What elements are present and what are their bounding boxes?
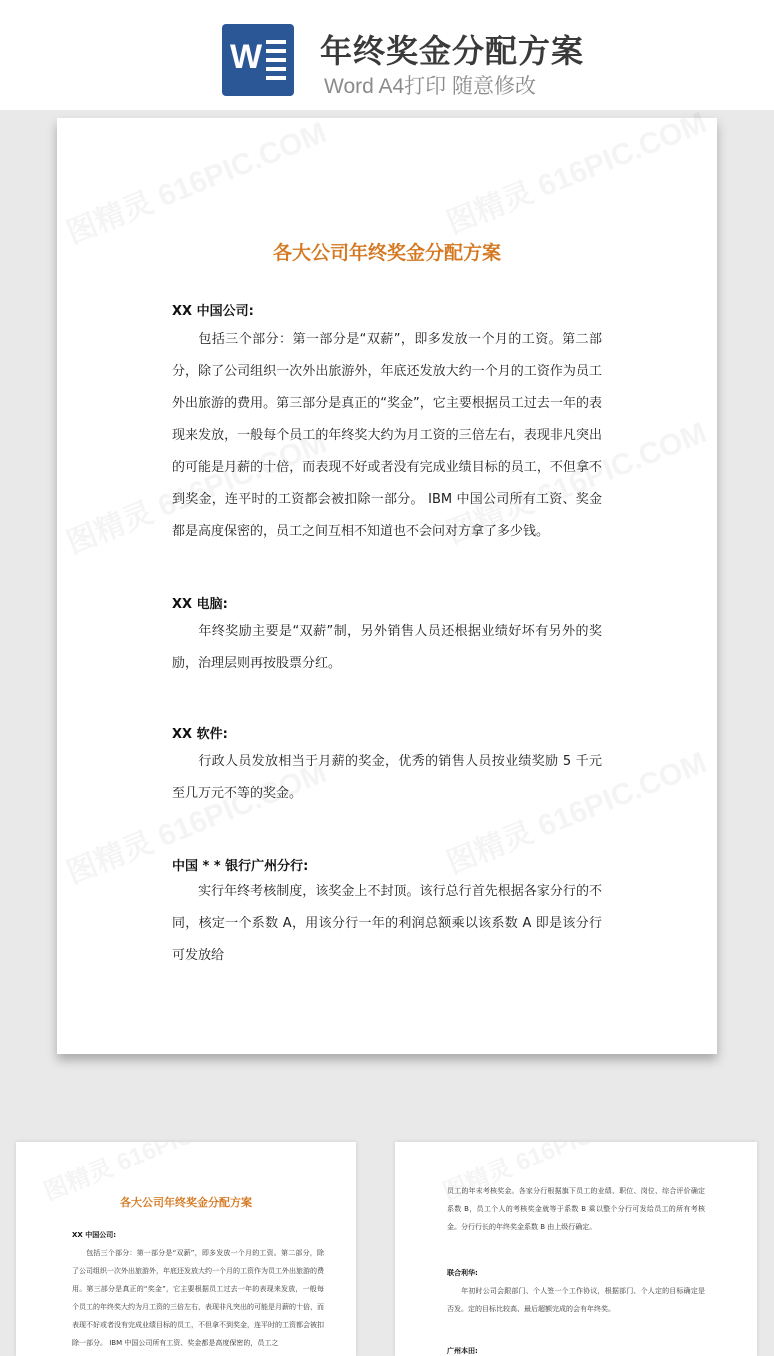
section-heading: XX 电脑: xyxy=(172,597,228,612)
section-paragraph xyxy=(172,616,602,680)
watermark xyxy=(439,98,712,242)
watermark xyxy=(59,108,332,252)
section-paragraph xyxy=(172,324,602,548)
thumbnail-heading: XX 中国公司: xyxy=(72,1231,117,1239)
thumbnail-text: 包括三个部分：第一部分是“双薪”，即多发放一个月的工资。第二部分，除了公司组织一次外出旅游外，年底还发放大约一个月的工资作为员工外出旅游的费用。第三部分是真正的“奖金”，它主要根据员工过去一年的表现来发放，一般每个员工的年终奖大约为月工资的三倍左右，表现非凡突出的可能是月薪的十倍，而表现不好或者没有完成业绩目标的员工，不但拿不到奖金，连平时的工资都会被扣除一部分。 IBM 中国公司所有工资、奖金都是高度保密的，员工之 xyxy=(72,1249,324,1347)
word-document-icon xyxy=(222,24,294,96)
thumbnail-paragraph xyxy=(72,1244,324,1352)
page-thumbnail-2 xyxy=(395,1142,757,1356)
header-title: 年终奖金分配方案 xyxy=(320,32,585,70)
thumbnail-text: 年初时公司会跟部门、个人签一个工作协议，根据部门、个人定的目标确定是否发。定的目标比较高、最后超额完成的会有年终奖。 xyxy=(447,1287,705,1313)
thumbnail-title: 各大公司年终奖金分配方案 xyxy=(120,1196,252,1209)
section-text: 实行年终考核制度，该奖金上不封顶。该行总行首先根据各家分行的不同，核定一个系数 A，用该分行一年的利润总额乘以该系数 A 即是该分行可发放给 xyxy=(172,884,602,963)
section-text: 行政人员发放相当于月薪的奖金，优秀的销售人员按业绩奖励 5 千元至几万元不等的奖金。 xyxy=(172,754,602,801)
section-text: 年终奖励主要是“双薪”制，另外销售人员还根据业绩好坏有另外的奖励，治理层则再按股票分红。 xyxy=(172,624,602,671)
section-heading: XX 中国公司: xyxy=(172,304,254,319)
thumbnail-heading: 联合利华: xyxy=(447,1269,478,1277)
word-logo-letter: W xyxy=(230,38,263,76)
document-title: 各大公司年终奖金分配方案 xyxy=(272,242,501,264)
section-paragraph xyxy=(172,746,602,810)
thumbnail-paragraph: 员工的年末考核奖金。各家分行根据旗下员工的业绩、职位、岗位、综合评价确定系数 B，员工个人的考核奖金就等于系数 B 乘以整个分行可发给员工的所有考核金。分行行长的年终奖金系数 B 由上级行确定。 xyxy=(447,1187,705,1231)
section-heading: XX 软件: xyxy=(172,727,228,742)
page-thumbnail-1 xyxy=(16,1142,356,1356)
thumbnail-paragraph xyxy=(447,1282,705,1318)
thumbnail-heading: 广州本田: xyxy=(447,1347,478,1355)
section-text: 包括三个部分：第一部分是“双薪”，即多发放一个月的工资。第二部分，除了公司组织一次外出旅游外，年底还发放大约一个月的工资作为员工外出旅游的费用。第三部分是真正的“奖金”，它主要根据员工过去一年的表现来发放，一般每个员工的年终奖大约为月工资的三倍左右，表现非凡突出的可能是月薪的十倍，而表现不好或者没有完成业绩目标的员工，不但拿不到奖金，连平时的工资都会被扣除一部分。 IBM 中国公司所有工资、奖金都是高度保密的，员工之间互相不知道也不会问对方拿了多少钱。 xyxy=(172,332,602,539)
header-banner xyxy=(0,0,774,110)
section-heading: 中国 * * 银行广州分行: xyxy=(172,859,309,874)
document-page-preview xyxy=(57,118,717,1054)
word-logo-lines xyxy=(266,40,286,85)
section-paragraph xyxy=(172,876,602,972)
header-subtitle: Word A4打印 随意修改 xyxy=(324,75,536,98)
